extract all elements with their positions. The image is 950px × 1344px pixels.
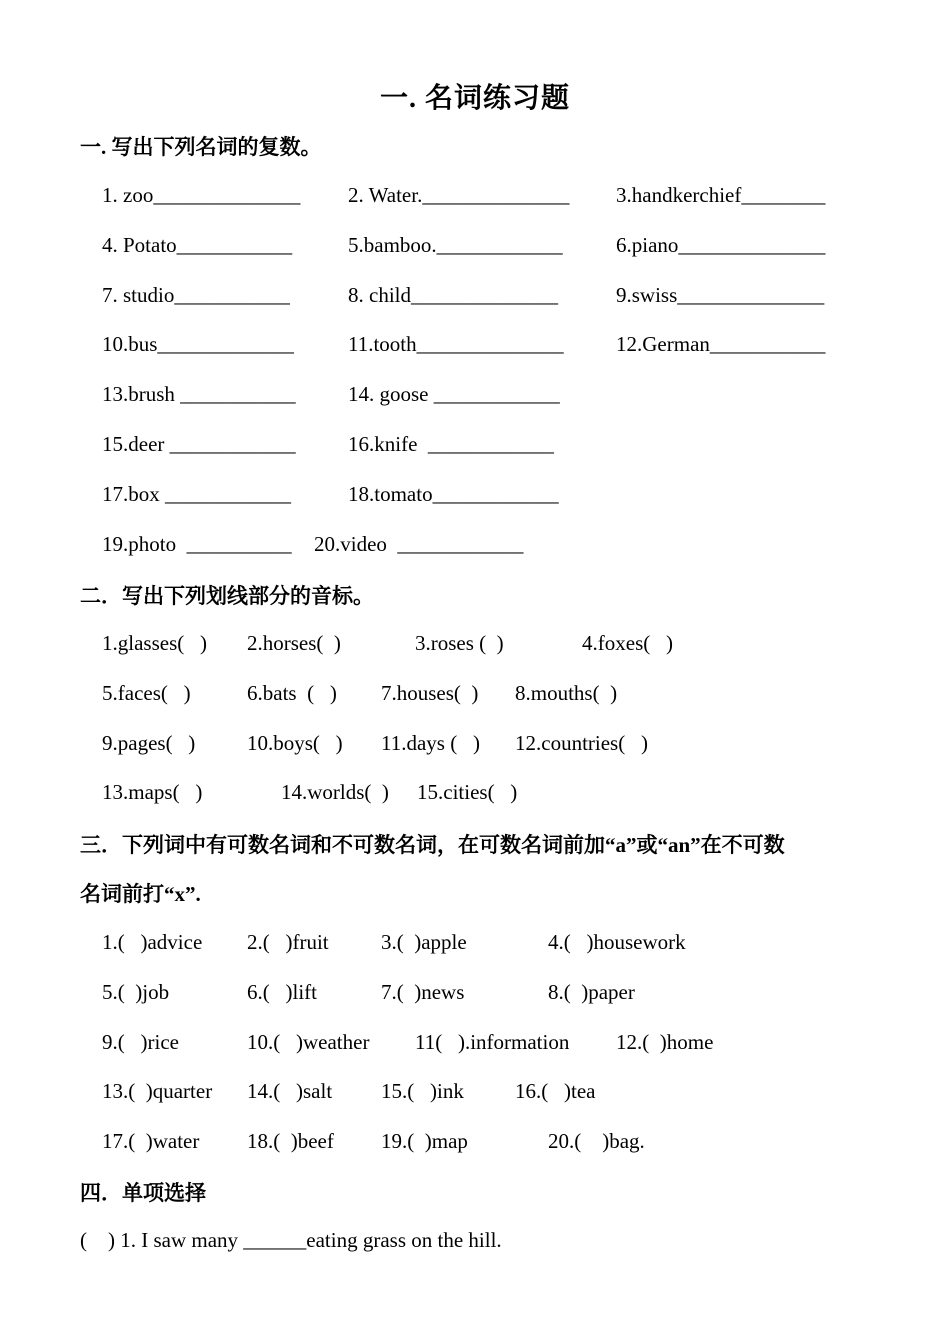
exercise-item: 9.pages( )	[102, 730, 196, 755]
exercise-item: 3.roses ( )	[415, 631, 504, 655]
exercise-item: 2.horses( )	[247, 631, 341, 655]
exercise-item: 16.knife ____________	[348, 432, 554, 456]
exercise-item: 18.( )beef	[247, 1129, 334, 1154]
exercise-item: 15.cities( )	[417, 780, 518, 805]
section3-heading-line2: 名词前打“x”.	[80, 882, 201, 906]
exercise-item: 1.( )advice	[102, 930, 203, 954]
exercise-row	[0, 1126, 950, 1156]
exercise-row	[0, 379, 950, 409]
exercise-row	[0, 678, 950, 708]
exercise-item: 10.boys( )	[247, 730, 343, 755]
exercise-item: 5.faces( )	[102, 680, 191, 705]
exercise-item: 6.bats ( )	[247, 680, 337, 705]
exercise-item: 11.days ( )	[381, 730, 480, 755]
exercise-row	[0, 927, 950, 957]
exercise-item: 8. child______________	[348, 282, 558, 307]
exercise-item: 4.( )housework	[548, 930, 686, 954]
exercise-item: 19.( )map	[381, 1129, 468, 1154]
exercise-item: 15.( )ink	[381, 1079, 464, 1104]
choice-question: ( ) 1. I saw many ______eating grass on the hill.	[80, 1228, 502, 1252]
exercise-item: 14. goose ____________	[348, 382, 560, 407]
exercise-item: 13.( )quarter	[102, 1079, 213, 1104]
exercise-row	[0, 628, 950, 658]
page-title: 一. 名词练习题	[379, 83, 570, 114]
section3-heading-line1: 三．下列词中有可数名词和不可数名词，在可数名词前加“a”或“an”在不可数	[80, 833, 785, 857]
exercise-row	[0, 977, 950, 1007]
section4-heading: 四．单项选择	[80, 1181, 206, 1205]
exercise-row	[0, 529, 950, 559]
exercise-item: 15.deer ____________	[102, 432, 296, 456]
exercise-item: 13.maps( )	[102, 780, 203, 805]
exercise-item: 11( ).information	[415, 1029, 570, 1054]
exercise-item: 7. studio___________	[102, 282, 290, 307]
exercise-item: 8.( )paper	[548, 979, 635, 1004]
exercise-row	[0, 280, 950, 310]
exercise-item: 5.( )job	[102, 979, 170, 1004]
exercise-item: 9.( )rice	[102, 1029, 179, 1054]
exercise-item: 3.handkerchief________	[616, 183, 826, 207]
exercise-item: 4.foxes( )	[582, 631, 673, 655]
exercise-item: 8.mouths( )	[515, 680, 618, 705]
exercise-item: 12.German___________	[616, 332, 826, 357]
exercise-item: 2.( )fruit	[247, 930, 329, 954]
exercise-item: 10.bus_____________	[102, 332, 294, 357]
exercise-item: 17.( )water	[102, 1129, 200, 1154]
exercise-item: 12.countries( )	[515, 730, 648, 755]
exercise-row	[0, 777, 950, 807]
exercise-item: 16.( )tea	[515, 1079, 596, 1104]
exercise-row	[0, 230, 950, 260]
exercise-item: 5.bamboo.____________	[348, 232, 563, 257]
exercise-item: 4. Potato___________	[102, 232, 293, 257]
exercise-item: 19.photo __________	[102, 531, 292, 556]
exercise-item: 1.glasses( )	[102, 631, 207, 655]
exercise-item: 9.swiss______________	[616, 282, 825, 307]
exercise-row	[0, 479, 950, 509]
exercise-item: 7.( )news	[381, 979, 465, 1004]
exercise-item: 20.video ____________	[314, 531, 524, 556]
exercise-item: 14.( )salt	[247, 1079, 333, 1104]
exercise-item: 2. Water.______________	[348, 183, 570, 207]
exercise-row	[0, 1027, 950, 1057]
exercise-item: 17.box ____________	[102, 481, 291, 506]
exercise-item: 7.houses( )	[381, 680, 479, 705]
section1-heading: 一. 写出下列名词的复数。	[80, 135, 322, 159]
exercise-row	[0, 728, 950, 758]
exercise-item: 13.brush ___________	[102, 382, 296, 407]
exercise-item: 20.( )bag.	[548, 1129, 645, 1154]
exercise-item: 1. zoo______________	[102, 183, 301, 207]
exercise-item: 12.( )home	[616, 1029, 714, 1054]
exercise-row	[0, 180, 950, 210]
exercise-item: 14.worlds( )	[281, 780, 389, 805]
exercise-row	[0, 429, 950, 459]
section2-heading: 二．写出下列划线部分的音标。	[80, 584, 374, 608]
exercise-item: 10.( )weather	[247, 1029, 370, 1054]
exercise-item: 18.tomato____________	[348, 481, 559, 506]
exercise-row	[0, 1076, 950, 1106]
exercise-item: 6.piano______________	[616, 232, 826, 257]
exercise-item: 6.( )lift	[247, 979, 317, 1004]
exercise-item: 11.tooth______________	[348, 332, 564, 357]
exercise-row	[0, 329, 950, 359]
exercise-item: 3.( )apple	[381, 930, 467, 954]
